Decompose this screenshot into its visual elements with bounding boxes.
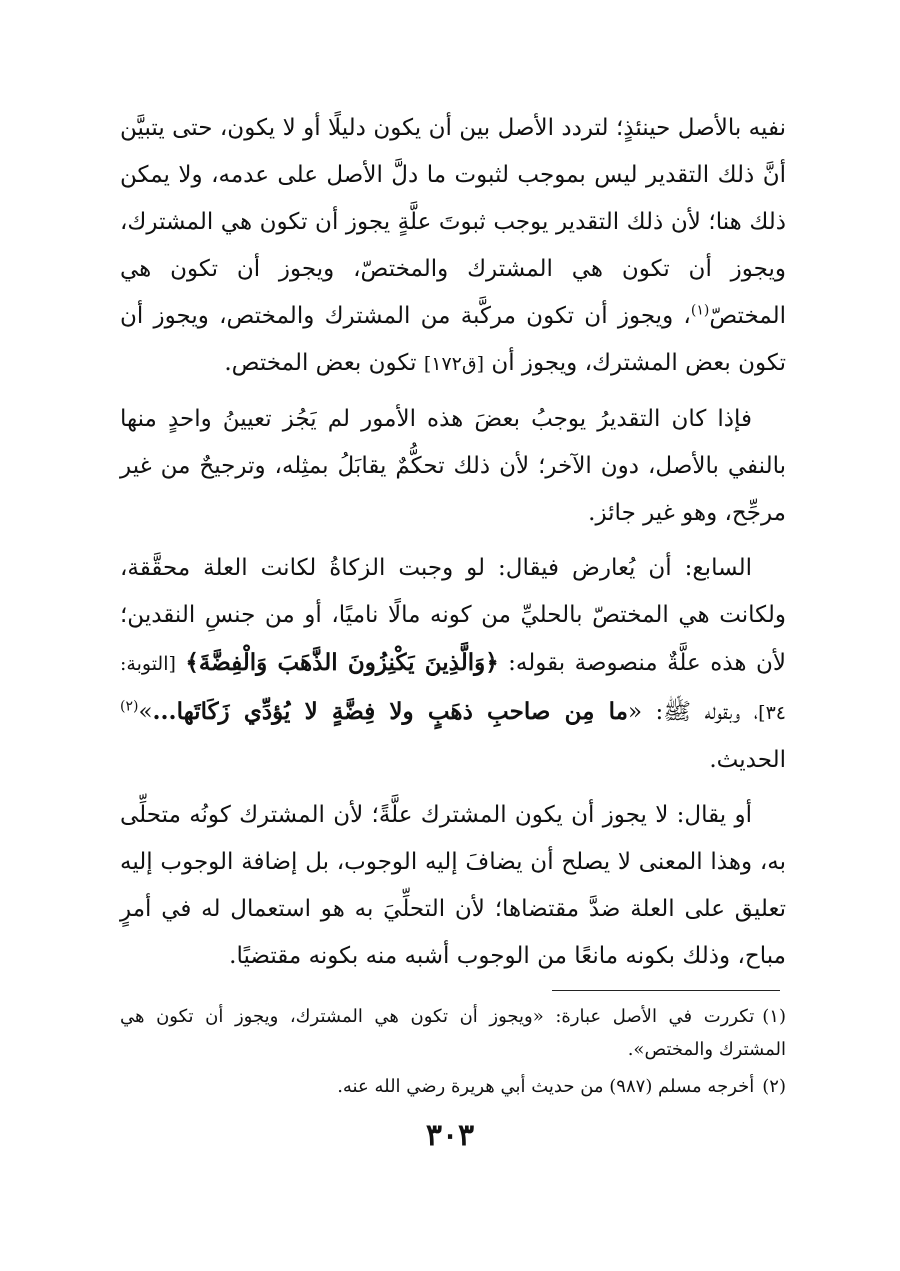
p3-text-1: السابع: أن يُعارض فيقال: لو وجبت الزكاةُ لكانت العلة محقَّقة، ولكانت هي المختصّ بالحليِّ من كونه مالًا ناميًا، أو من جنسِ النقدين؛ لأن هذه علَّةٌ منصوصة بقوله:	[120, 555, 786, 676]
p2-text-1: فإذا كان التقديرُ يوجبُ بعضَ هذه الأمور لم يَجُز تعيينُ واحدٍ منها بالنفي بالأصل، دون الآخر؛ لأن ذلك تحكُّمٌ يقابَلُ بمثِله، وترجيحٌ من غير مرجِّح، وهو غير جائز.	[120, 406, 786, 526]
p3-text-3: الحديث.	[709, 747, 786, 773]
p1-text-1: نفيه بالأصل حينئذٍ؛ لتردد الأصل بين أن يكون دليلًا أو لا يكون، حتى يتبيَّن أنَّ ذلك التقدير ليس بموجب لثبوت ما دلَّ الأصل على عدمه، ولا يمكن ذلك هنا؛ لأن ذلك التقدير يوجب ثبوتَ علَّةٍ يجوز أن تكون هي المشترك، ويجوز أن تكون هي المشترك والمختصّ، ويجوز أن تكون هي المختصّ	[120, 115, 786, 329]
page-number: ٣٠٣	[425, 1118, 475, 1153]
paragraph-2	[120, 396, 786, 537]
footnote-1-number: (١)	[762, 1006, 786, 1027]
p4-text-1: أو يقال: لا يجوز أن يكون المشترك علَّةً؛ لأن المشترك كونُه متحلِّى به، وهذا المعنى لا يصلح أن يضافَ إليه الوجوب، بل إضافة الوجوب إليه تعليق على العلة ضدَّ مقتضاها؛ لأن التحلِّيَ به هو استعمال له في أمرٍ مباح، وذلك بكونه مانعًا من الوجوب أشبه منه بكونه مقتضيًا.	[120, 802, 786, 969]
footnote-divider	[552, 990, 780, 991]
p3-close-quote: »	[138, 699, 153, 725]
footnote-ref-2[interactable]: (٢)	[120, 698, 139, 715]
footnotes	[120, 1000, 786, 1107]
hadith-text: ما مِن صاحبِ ذهَبٍ ولا فِضَّةٍ لا يُؤدِّي زَكَاتَها...	[152, 698, 628, 725]
footnote-1-text: تكررت في الأصل عبارة: «ويجوز أن تكون هي المشترك، ويجوز أن تكون هي المشترك والمختص».	[120, 1006, 786, 1060]
paragraph-1	[120, 105, 786, 388]
paragraph-3	[120, 545, 786, 784]
p1-text-3: تكون بعض المختص.	[224, 350, 424, 376]
quran-verse: ﴿وَالَّذِينَ يَكْنِزُونَ الذَّهَبَ وَالْفِضَّةَ﴾	[185, 649, 499, 676]
paragraph-4	[120, 792, 786, 980]
footnote-2-text: أخرجه مسلم (٩٨٧) من حديث أبي هريرة رضي الله عنه.	[337, 1076, 755, 1097]
page-body	[120, 105, 786, 988]
p3-space	[176, 650, 185, 676]
footnote-1	[120, 1000, 786, 1066]
footnote-2	[120, 1070, 786, 1103]
manuscript-ref: [ق١٧٢]	[423, 353, 485, 375]
footnote-ref-1[interactable]: (١)	[690, 302, 710, 319]
footnote-2-number: (٢)	[762, 1076, 786, 1097]
p3-text-2: ، وبقوله ﷺ: «	[627, 699, 759, 725]
quran-citation: [التوبة: ٣٤]	[120, 653, 787, 724]
p1-text-2: ، ويجوز أن تكون مركَّبة من المشترك والمختص، ويجوز أن تكون بعض المشترك، ويجوز أن	[120, 303, 786, 376]
